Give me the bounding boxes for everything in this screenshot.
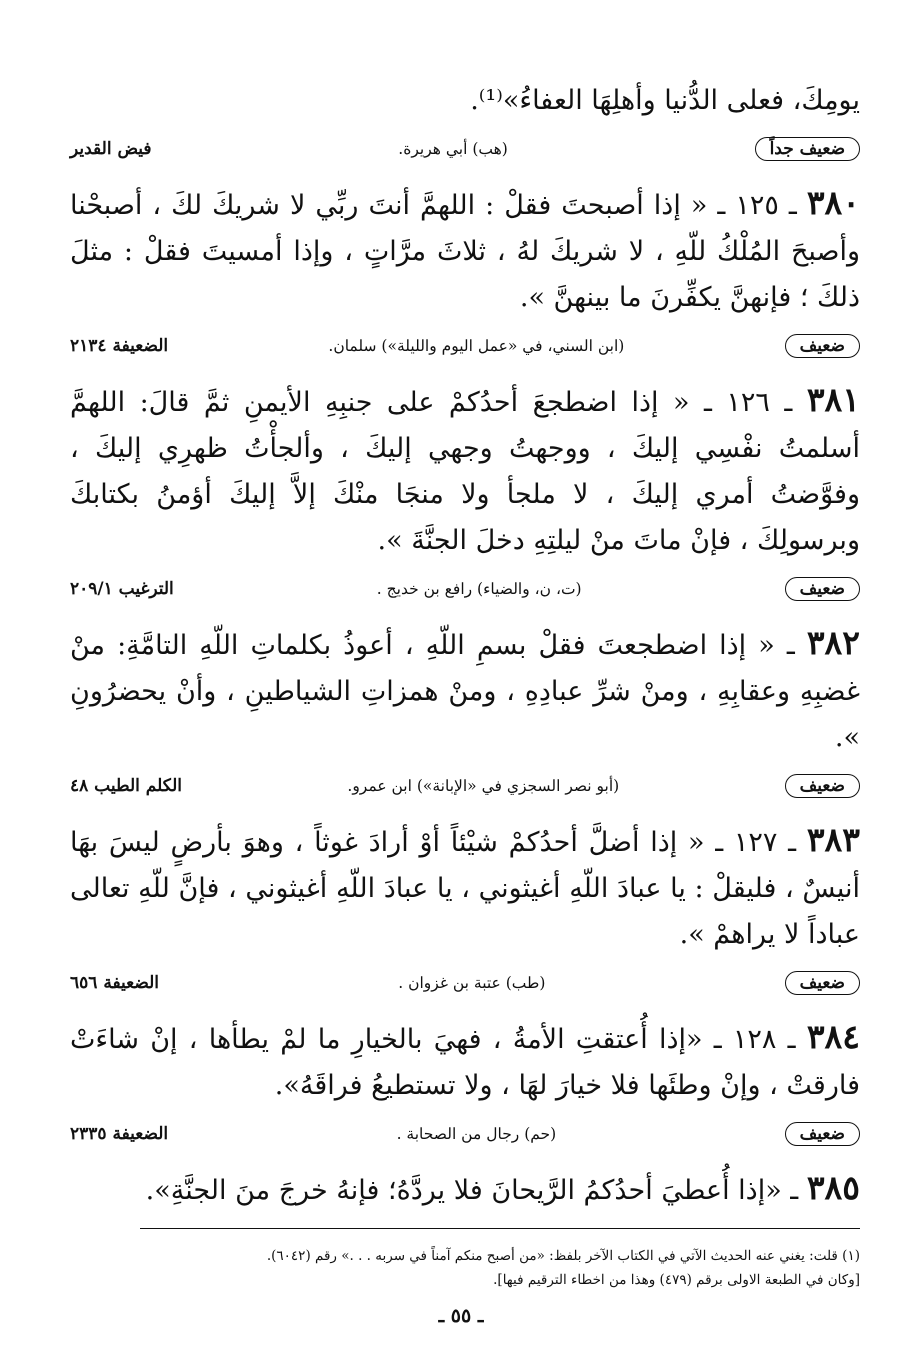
- source-citation: (حم) رجال من الصحابة .: [396, 1125, 557, 1143]
- footnote-divider: [70, 1214, 860, 1244]
- source-citation: (أبو نصر السجزي في «الإبانة») ابن عمرو.: [347, 777, 620, 795]
- source-citation: (طب) عتبة بن غزوان .: [398, 974, 546, 992]
- grading-row: [70, 966, 860, 1000]
- hadith-number: ٣٨٢: [806, 623, 860, 662]
- hadith-text: يومِكَ، فعلى الدُّنيا وأهلِهَا العفاءُ»⁽¹⁾.: [470, 85, 860, 116]
- source-citation: (ت، ن، والضياء) رافع بن خديج .: [376, 580, 582, 598]
- hadith-text: ٣٨٣ ـ ١٢٧ ـ « إذا أضلَّ أحدُكمْ شيْئاً أوْ أرادَ غوثاً ، وهوَ بأرضٍ ليسَ بهَا أنيسٌ ، فليقلْ : يا عبادَ اللّهِ أغيثوني ، يا عبادَ اللّهِ أغيثوني ، فإنَّ للّهِ تعالى عباداً لا يراهمْ ».: [70, 820, 860, 950]
- reference: الترغيب ٢٠٩/١: [70, 579, 174, 599]
- hadith-text: ٣٨٢ ـ « إذا اضطجعتَ فقلْ بسمِ اللّهِ ، أعوذُ بكلماتِ اللّهِ التامَّةِ: منْ غضبِهِ وعقابِهِ ، ومنْ شرِّ عبادِهِ ، ومنْ همزاتِ الشياطينِ ، وأنْ يحضرُونِ ».: [70, 623, 860, 753]
- page-number: ـ ٥٥ ـ: [438, 1305, 484, 1327]
- hadith-number: ٣٨٥: [806, 1168, 860, 1207]
- grade-badge: ضعيف: [785, 1122, 860, 1146]
- hadith-text: ٣٨٤ ـ ١٢٨ ـ «إذا أُعتقتِ الأمةُ ، فهيَ بالخيارِ ما لمْ يطأها ، إنْ شاءَتْ فارقتْ ، وإنْ وطئَها فلا خيارَ لهَا ، ولا تستطيعُ فراقَهُ».: [70, 1017, 860, 1101]
- grading-row: [70, 769, 860, 803]
- source-citation: (هب) أبي هريرة.: [398, 140, 508, 158]
- hadith-number: ٣٨٤: [806, 1017, 860, 1056]
- reference: الكلم الطيب ٤٨: [70, 776, 183, 796]
- reference: الضعيفة ٢١٣٤: [70, 336, 169, 356]
- grade-badge: ضعيف: [785, 774, 860, 798]
- grade-badge: ضعيف: [785, 577, 860, 601]
- hadith-text: ٣٨٠ ـ ١٢٥ ـ « إذا أصبحتَ فقلْ : اللهمَّ أنتَ ربِّي لا شريكَ لكَ ، أصبحْنا وأصبحَ المُلْكُ للّهِ ، لا شريكَ لهُ ، ثلاثَ مرَّاتٍ ، وإذا أمسيتَ فقلْ : مثلَ ذلكَ ؛ فإنهنَّ يكفِّرنَ ما بينهنَّ ».: [70, 183, 861, 313]
- grading-row: [70, 1117, 860, 1151]
- hadith-number: ٣٨٠: [806, 183, 861, 222]
- reference: الضعيفة ٢٣٣٥: [70, 1124, 169, 1144]
- hadith-text: ٣٨١ ـ ١٢٦ ـ « إذا اضطجعَ أحدُكمْ على جنبِهِ الأيمنِ ثمَّ قالَ: اللهمَّ أسلمتُ نفْسِي إليكَ ، ووجهتُ وجهي إليكَ ، وألجأْتُ ظهرِي إليكَ ، وفوَّضتُ أمري إليكَ ، لا ملجأ ولا منجَا منْكَ إلاَّ إليكَ أؤمنُ بكتابكَ وبرسولِكَ ، فإنْ ماتَ منْ ليلتِهِ دخلَ الجنَّةَ ».: [70, 380, 860, 556]
- grade-badge: ضعيف: [785, 334, 860, 358]
- hadith-number: ٣٨١: [806, 380, 860, 419]
- grade-badge: ضعيف: [785, 971, 860, 995]
- reference: الضعيفة ٦٥٦: [70, 973, 160, 993]
- footnote: [وكان في الطبعة الاولى برقم (٤٧٩) وهذا من اخطاء الترقيم فيها].: [493, 1272, 860, 1288]
- grade-badge: ضعيف جداً: [755, 137, 860, 161]
- grading-row: [70, 329, 860, 363]
- hadith-text: ٣٨٥ ـ «إذا أُعطيَ أحدُكمُ الرَّيحانَ فلا يردَّهُ؛ فإنهُ خرجَ منَ الجنَّةِ».: [145, 1168, 860, 1207]
- grading-row: [70, 572, 860, 606]
- reference: فيض القدير: [70, 139, 152, 159]
- footnote: (١) قلت: يغني عنه الحديث الآتي في الكتاب الآخر بلفظ: «من أصبح منكم آمناً في سربه . . .» رقم (٦٠٤٢).: [266, 1248, 860, 1264]
- grading-row: [70, 132, 860, 166]
- hadith-number: ٣٨٣: [806, 820, 860, 859]
- source-citation: (ابن السني، في «عمل اليوم والليلة») سلمان.: [328, 337, 625, 355]
